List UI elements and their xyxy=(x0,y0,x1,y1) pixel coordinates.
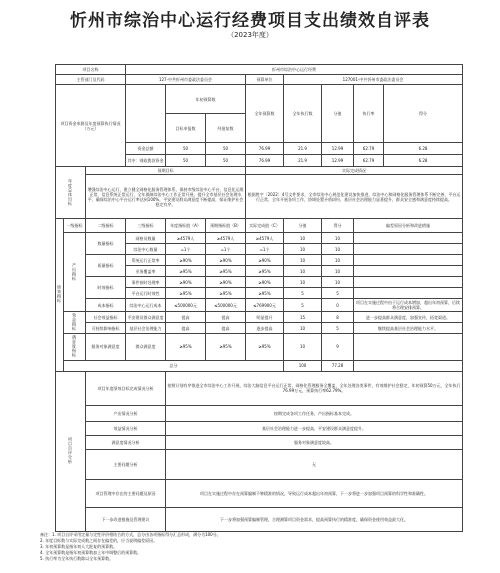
perf-total-label: 总分 xyxy=(64,360,284,371)
perf-l1-text: 产出指标 xyxy=(72,262,77,281)
form-row xyxy=(56,421,463,435)
perf-note xyxy=(354,334,463,361)
budget-head-1: 全年预算数 xyxy=(246,85,284,143)
perf-score: 10 xyxy=(284,244,322,255)
perf-c: ≥95% xyxy=(246,266,284,277)
perf-got: 8 xyxy=(322,312,354,323)
perf-got: 10 xyxy=(322,233,354,244)
analysis-label: 项目管理中存在的主要问题及原因 xyxy=(86,479,166,507)
perf-b: ≥4579人 xyxy=(206,233,246,244)
analysis-label: 下一步改进措施及管理建议 xyxy=(86,507,166,531)
perf-l3: 网格员数量 xyxy=(126,233,166,244)
budget-value: 12.99 xyxy=(322,155,354,167)
goals-actual-head: 实际完成情况 xyxy=(246,167,463,175)
perf-l3: 系统运行正常率 xyxy=(126,255,166,266)
form-row xyxy=(56,277,463,288)
perf-l3: 群众满意度 xyxy=(126,334,166,361)
budget-row-name: 资金总额 xyxy=(126,143,166,155)
budget-value: 12.99 xyxy=(322,143,354,155)
perf-b: ≥90% xyxy=(206,277,246,288)
perf-side-label-text: 绩效指标 xyxy=(57,285,62,304)
perf-l1 xyxy=(64,334,86,361)
perf-total-score: 100 xyxy=(284,360,322,371)
perf-l1 xyxy=(64,312,86,334)
perf-c: ≤769900元 xyxy=(246,299,284,312)
perf-score: 10 xyxy=(284,266,322,277)
perf-a: =1个 xyxy=(166,244,206,255)
footnote-line: 3. 年初预算数是指年初人大批复的预算数。 xyxy=(40,544,118,549)
goals-label-text: 年度总体目标 xyxy=(68,178,73,206)
goals-label xyxy=(56,167,86,219)
budget-head-4: 执行率 xyxy=(354,85,384,143)
perf-a: ≥95% xyxy=(166,288,206,299)
perf-l3: 综治中心数量 xyxy=(126,244,166,255)
perf-c: ≥90% xyxy=(246,277,284,288)
budget-value: 76.99 xyxy=(246,155,284,167)
analysis-text: 服务对象满意度较高。 xyxy=(166,435,463,449)
perf-b: ≥95% xyxy=(206,334,246,361)
footnote-line: 4. 全年预算数是指年初预算数加上年中调整后的预算数。 xyxy=(40,550,142,555)
perf-l3: 平安建设群众满意度 xyxy=(126,312,166,323)
perf-got: 5 xyxy=(322,323,354,334)
impl-value: 127001-中共忻州市委政法委员会 xyxy=(284,75,463,85)
perf-l3: 平台运行时效性 xyxy=(126,288,166,299)
perf-score: 5 xyxy=(284,288,322,299)
perf-c: 逐步提高 xyxy=(246,323,284,334)
budget-value: 50 xyxy=(206,143,246,155)
budget-head-2: 全年执行数 xyxy=(284,85,322,143)
perf-b: ≥95% xyxy=(206,288,246,299)
project-name-label: 项目名称 xyxy=(56,65,126,75)
perf-l2: 可持续影响指标 xyxy=(86,323,126,334)
perf-score: 10 xyxy=(284,323,322,334)
analysis-text: 基层社会治理能力进一步提高，平安建设群众满意度提升。 xyxy=(166,421,463,435)
budget-value: 50 xyxy=(206,155,246,167)
perf-score: 5 xyxy=(284,299,322,312)
perf-l3: 综治中心运行成本 xyxy=(126,299,166,312)
perf-total-got: 77.28 xyxy=(322,360,354,371)
perf-l2: 服务对象满意度 xyxy=(86,334,126,361)
budget-value: 62.79 xyxy=(354,143,384,155)
perf-note xyxy=(354,277,463,288)
perf-l3: 业务覆盖率 xyxy=(126,266,166,277)
perf-note: 进一步提高群众满意度，加强宣传，拓宽渠道。 xyxy=(354,312,463,323)
budget-head-5: 得分 xyxy=(384,85,463,143)
form-row xyxy=(56,435,463,449)
perf-total-note xyxy=(354,360,463,371)
perf-head-note: 偏差原因分析和改进措施 xyxy=(354,219,463,233)
form-table xyxy=(55,64,463,532)
form-row xyxy=(56,65,463,75)
perf-l1-text: 满意度指标 xyxy=(72,335,77,358)
perf-a: ≥95% xyxy=(166,266,206,277)
form-row xyxy=(56,219,463,233)
analysis-label: 效益情况分析 xyxy=(86,421,166,435)
impl-label: 预算单位 xyxy=(246,75,284,85)
perf-a: ≤500000元 xyxy=(166,299,206,312)
perf-score: 10 xyxy=(284,255,322,266)
budget-value: 21.9 xyxy=(284,143,322,155)
budget-value: 6.28 xyxy=(384,155,463,167)
perf-note: 项目在实施过程中由于运行成本增加，超出年初预算，后续将合理安排预算。 xyxy=(354,299,463,312)
form-row xyxy=(56,360,463,371)
perf-l2: 社会效益指标 xyxy=(86,312,126,323)
perf-l3: 事件按时处理率 xyxy=(126,277,166,288)
analysis-label: 主要问题分析 xyxy=(86,449,166,479)
form-row xyxy=(56,233,463,244)
analysis-text: 按照计划有序推进全市综治中心工作开展，综治大脑信息平台运行正常，网格化管理服务全覆盖，全年处理各类事件，有效维护社会稳定，年初预算50万元，全年执行76.99万元，预算执行率62.79%。 xyxy=(166,371,463,405)
perf-head-l2: 二级指标 xyxy=(86,219,126,233)
budget-blank xyxy=(126,85,166,143)
perf-l2: 时效指标 xyxy=(86,277,126,299)
form-row xyxy=(56,334,463,361)
perf-note xyxy=(354,244,463,255)
perf-side-label xyxy=(56,219,64,372)
budget-label: 项目资金来源及年度预算执行情况（万元） xyxy=(56,85,126,167)
dept-value: 127-中共忻州市委政法委员会 xyxy=(126,75,246,85)
goals-plan-head: 预期目标 xyxy=(86,167,246,175)
budget-subhead-target: 目标申报数 xyxy=(166,114,206,143)
budget-subhead-approved: 经批复数 xyxy=(206,114,246,143)
perf-c: ≥4579人 xyxy=(246,233,284,244)
perf-l1 xyxy=(64,233,86,312)
form-row xyxy=(56,75,463,85)
goals-actual-text: 根据胜字〔2022〕4号文件要求，全市综治中心规范化建设加快推进，综治中心和网格化服务管理体系不断完善，平台运行正常，全年开展各项工作，协调处置矛盾纠纷，基层社会治理能力显著提升，群众安全感和满意度持续提高。 xyxy=(246,175,463,219)
perf-b: 提高 xyxy=(206,312,246,323)
goals-plan-text: 增强综治中心运行、建立健全网格化服务管理体系，保持市级综治中心平台、信息化运维正常，信息系统正常运行，全年保障综治中心工作正常开展，提升全市基层社会治理水平，确保综治中心平台运行率达到100%，平安建设群众满意度不断提高，保证维护社会稳定有序。 xyxy=(86,175,246,219)
perf-l2: 数量指标 xyxy=(86,233,126,255)
analysis-label: 满意度情况分析 xyxy=(86,435,166,449)
form-row xyxy=(56,175,463,219)
perf-note xyxy=(354,288,463,299)
footnote-line: 备注：1. 项目自评采用定量与定性评价相结合的方式，总分由各项指标得分汇总形成，满分为100分。 xyxy=(40,532,221,537)
perf-head-c: 实际完成值（C） xyxy=(246,219,284,233)
perf-note xyxy=(354,255,463,266)
analysis-text: 无 xyxy=(166,449,463,479)
analysis-text: 下一步将加强预算编制管理，合理测算项目资金需求，提高预算执行的精准度，确保资金使用效益最大化。 xyxy=(166,507,463,531)
evaluation-form xyxy=(55,64,462,532)
analysis-text: 按期完成各项工作任务，产出指标基本完成。 xyxy=(166,405,463,421)
perf-b: =1个 xyxy=(206,244,246,255)
perf-head-b: 预期指标值（B） xyxy=(206,219,246,233)
footnotes xyxy=(40,532,460,562)
perf-a: 提高 xyxy=(166,323,206,334)
form-row xyxy=(56,299,463,312)
footnote-line: 5. 执行率为全年执行数除以全年预算数。 xyxy=(40,556,114,561)
analysis-text: 项目在实施过程中存在预算编制不够精准的情况，导致运行成本超出年初预算，下一步将进一步加强项目预算的科学性和准确性。 xyxy=(166,479,463,507)
analysis-label: 项目年度绩效目标完成情况分析 xyxy=(86,371,166,405)
analysis-label: 产出情况分析 xyxy=(86,405,166,421)
perf-l2: 质量指标 xyxy=(86,255,126,277)
project-name-value: 忻州市综治中心运行经费 xyxy=(126,65,463,75)
budget-value: 6.28 xyxy=(384,143,463,155)
perf-c: =1个 xyxy=(246,244,284,255)
perf-head-got: 得分 xyxy=(322,219,354,233)
perf-note xyxy=(354,266,463,277)
perf-got: 10 xyxy=(322,277,354,288)
perf-a: ≥4579人 xyxy=(166,233,206,244)
perf-got: 0 xyxy=(322,299,354,312)
page-subtitle: （2023年度） xyxy=(227,31,273,39)
form-row xyxy=(56,507,463,531)
perf-c: ≥90% xyxy=(246,255,284,266)
perf-l1-text: 效益指标 xyxy=(72,313,77,331)
form-row xyxy=(56,405,463,421)
form-row xyxy=(56,449,463,479)
perf-a: ≥90% xyxy=(166,255,206,266)
perf-a: ≥90% xyxy=(166,277,206,288)
budget-value: 62.79 xyxy=(354,155,384,167)
perf-head-score: 分值 xyxy=(284,219,322,233)
perf-head-a: 年度指标值（A） xyxy=(166,219,206,233)
analysis-side-label-text: 项目自评分析 xyxy=(68,437,73,464)
perf-c: ≥95% xyxy=(246,334,284,361)
perf-l2: 成本指标 xyxy=(86,299,126,312)
dept-label: 主管部门及代码 xyxy=(56,75,126,85)
perf-score: 10 xyxy=(284,277,322,288)
perf-score: 10 xyxy=(284,334,322,361)
perf-c: ≥95% xyxy=(246,288,284,299)
perf-note xyxy=(354,233,463,244)
budget-head-initial: 年初预算数 xyxy=(166,85,246,114)
perf-a: 提高 xyxy=(166,312,206,323)
perf-head-l1: 一级指标 xyxy=(64,219,86,233)
footnote-line: 2. 年度目标数与实际完成数之间存在偏差的，应当说明偏差原因。 xyxy=(40,538,158,543)
analysis-side-label xyxy=(56,371,86,531)
budget-row-name: 其中：财政拨款资金 xyxy=(126,155,166,167)
perf-b: ≥95% xyxy=(206,266,246,277)
perf-c: 明显提升 xyxy=(246,312,284,323)
perf-b: ≤500000元 xyxy=(206,299,246,312)
perf-a: ≥95% xyxy=(166,334,206,361)
form-row xyxy=(56,255,463,266)
perf-b: 提高 xyxy=(206,323,246,334)
perf-score: 15 xyxy=(284,312,322,323)
form-row xyxy=(56,371,463,405)
perf-got: 9 xyxy=(322,334,354,361)
perf-got: 10 xyxy=(322,266,354,277)
form-row xyxy=(56,479,463,507)
budget-value: 50 xyxy=(166,143,206,155)
perf-score: 10 xyxy=(284,233,322,244)
budget-value: 50 xyxy=(166,155,206,167)
perf-l3: 基层社会治理能力 xyxy=(126,323,166,334)
perf-b: ≥90% xyxy=(206,255,246,266)
form-row xyxy=(56,312,463,323)
page-title: 忻州市综治中心运行经费项目支出绩效自评表 xyxy=(70,11,430,31)
perf-note: 继续提高基层社会治理能力水平。 xyxy=(354,323,463,334)
budget-value: 76.99 xyxy=(246,143,284,155)
budget-value: 21.9 xyxy=(284,155,322,167)
perf-got: 5 xyxy=(322,288,354,299)
perf-got: 10 xyxy=(322,255,354,266)
form-row xyxy=(56,167,463,175)
form-row xyxy=(56,85,463,114)
budget-head-3: 分值 xyxy=(322,85,354,143)
perf-head-l3: 三级指标 xyxy=(126,219,166,233)
perf-got: 10 xyxy=(322,244,354,255)
form-row xyxy=(56,323,463,334)
